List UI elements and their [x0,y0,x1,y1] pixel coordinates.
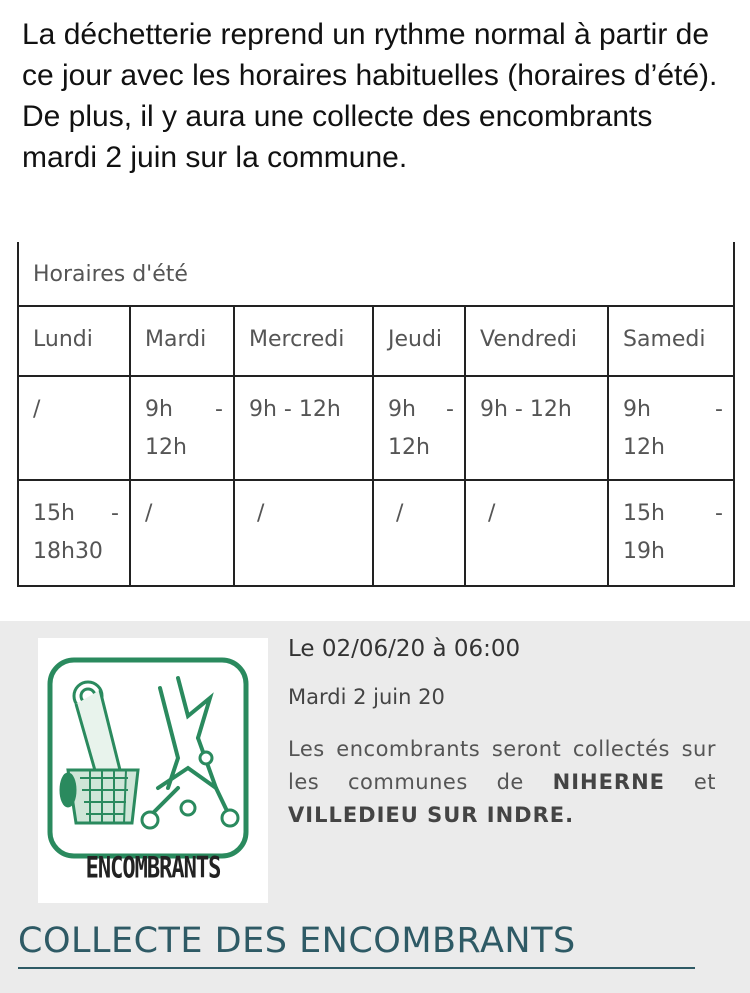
card-date: Le 02/06/20 à 06:00 [288,636,521,662]
header-samedi: Samedi [608,306,734,376]
card-subtitle: Mardi 2 juin 20 [288,685,445,709]
header-mercredi: Mercredi [234,306,373,376]
card-description: Les encombrants seront collectés sur les communes de NIHERNE et VILLEDIEU SUR INDRE. [288,737,716,827]
header-vendredi: Vendredi [465,306,608,376]
image-label: ENCOMBRANTS [85,851,221,886]
cell-samedi-morning: 9h - 12h [608,376,734,480]
news-card[interactable] [0,621,750,993]
commune-villedieu: VILLEDIEU SUR INDRE. [288,803,575,827]
table-caption: Horaires d'été [18,242,734,306]
header-jeudi: Jeudi [373,306,465,376]
cell-vendredi-afternoon: / [465,480,608,586]
cell-mardi-morning: 9h - 12h [130,376,234,480]
cell-jeudi-afternoon: / [373,480,465,586]
cell-jeudi-morning: 9h - 12h [373,376,465,480]
summer-hours-table [17,242,735,587]
cell-samedi-afternoon: 15h - 19h [608,480,734,586]
cell-mardi-afternoon: / [130,480,234,586]
header-lundi: Lundi [18,306,130,376]
intro-text [22,14,732,178]
cell-lundi-afternoon: 15h - 18h30 [18,480,130,586]
header-mardi: Mardi [130,306,234,376]
table-row-morning [18,376,734,480]
intro-paragraph-2: De plus, il y aura une collecte des encombrants mardi 2 juin sur la commune. [22,100,653,174]
encombrants-image[interactable] [38,638,268,903]
commune-niherne: NIHERNE [552,770,666,794]
cell-vendredi-morning: 9h - 12h [465,376,608,480]
table-row-afternoon [18,480,734,586]
table-header-row [18,306,734,376]
card-title-link[interactable]: COLLECTE DES ENCOMBRANTS [18,921,695,969]
intro-paragraph-1: La déchetterie reprend un rythme normal à partir de ce jour avec les horaires habituelles (horaires d’été). [22,18,718,92]
cell-mercredi-morning: 9h - 12h [234,376,373,480]
cell-mercredi-afternoon: / [234,480,373,586]
cell-lundi-morning: / [18,376,130,480]
